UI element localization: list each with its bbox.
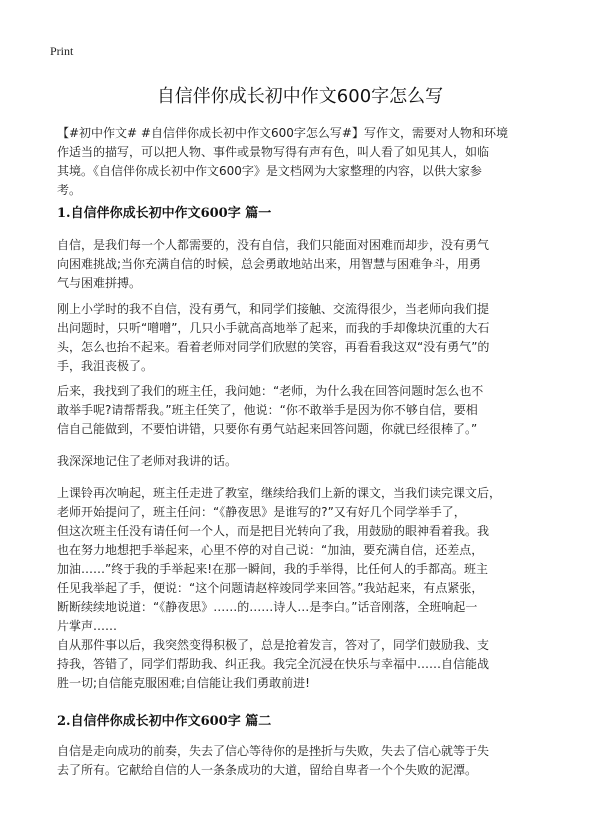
paragraph-line: 自从那件事以后，我突然变得积极了，总是抢着发言，答对了，同学们鼓励我、支 — [57, 638, 490, 652]
paragraph-line: 加油……”终于我的手举起来!在那一瞬间，我的手举得，比任何人的手都高。班主 — [57, 562, 489, 576]
page-title: 自信伴你成长初中作文600字怎么写 — [156, 86, 444, 107]
paragraph-line: 敢举手呢?请帮帮我。”班主任笑了，他说：“你不敢举手是因为你不够自信，要相 — [57, 403, 478, 417]
paragraph — [57, 236, 549, 293]
section-heading-1: 1.自信伴你成长初中作文600字 篇一 — [57, 206, 272, 221]
print-label[interactable]: Print — [50, 44, 74, 58]
paragraph-line: 断断续续地说道：“《静夜思》……的……诗人…是李白。”话音刚落，全班响起一 — [57, 600, 478, 614]
paragraph-line: 片掌声…… — [57, 619, 118, 633]
paragraph — [57, 452, 549, 471]
paragraph-line: 任见我举起了手，便说：“这个问题请赵梓竣同学来回答。”我站起来，有点紧张， — [57, 581, 484, 595]
paragraph-line: 胜一切;自信能克服困难;自信能让我们勇敢前进! — [57, 676, 310, 690]
paragraph — [57, 382, 549, 439]
paragraph-line: 也在努力地想把手举起来，心里不停的对自己说：“加油，要充满自信，还差点， — [57, 543, 484, 557]
intro-paragraph — [57, 124, 549, 200]
paragraph — [57, 300, 549, 376]
paragraph-line: 去了所有。它献给自信的人一条条成功的大道，留给自卑者一个个失败的泥潭。 — [57, 763, 478, 777]
paragraph-line: 自信，是我们每一个人都需要的，没有自信，我们只能面对困难而却步，没有勇气 — [57, 238, 490, 252]
paragraph-line: 但这次班主任没有请任何一个人，而是把目光转向了我，用鼓励的眼神看着我。我 — [57, 524, 490, 538]
paragraph-line: 头，怎么也抬不起来。看着老师对同学们欣慰的笑容，再看看我这双“没有勇气”的 — [57, 340, 490, 354]
paragraph-line: 向困难挑战;当你充满自信的时候，总会勇敢地站出来，用智慧与困难争斗，用勇 — [57, 257, 482, 271]
paragraph-line: 上课铃再次响起，班主任走进了教室，继续给我们上新的课文，当我们读完课文后， — [57, 486, 502, 500]
paragraph-line: 自信是走向成功的前奏，失去了信心等待你的是挫折与失败，失去了信心就等于失 — [57, 744, 490, 758]
paragraph-line: 手，我沮丧极了。 — [57, 359, 154, 373]
paragraph-line: 刚上小学时的我不自信，没有勇气，和同学们接触、交流得很少，当老师向我们提 — [57, 302, 490, 316]
paragraph — [57, 636, 549, 693]
section-heading-2: 2.自信伴你成长初中作文600字 篇二 — [57, 714, 272, 729]
paragraph-line: 信自己能做到，不要怕讲错，只要你有勇气站起来回答问题，你就已经很棒了。” — [57, 422, 478, 436]
paragraph — [57, 484, 549, 636]
paragraph-line: 后来，我找到了我们的班主任，我问她：“老师，为什么我在回答问题时怎么也不 — [57, 384, 484, 398]
intro-line: 【#初中作文# #自信伴你成长初中作文600字怎么写#】写作文，需要对人物和环境 — [57, 126, 508, 140]
paragraph-line: 老师开始提问了，班主任问：“《静夜思》是谁写的?”又有好几个同学举手了， — [57, 505, 466, 519]
paragraph-line: 出问题时，只听“噌噌”，几只小手就高高地举了起来，而我的手却像块沉重的大石 — [57, 321, 490, 335]
paragraph-line: 持我，答错了，同学们帮助我、纠正我。我完全沉浸在快乐与幸福中……自信能战 — [57, 657, 490, 671]
paragraph — [57, 742, 549, 780]
paragraph-line: 我深深地记住了老师对我讲的话。 — [57, 454, 238, 468]
intro-line: 考。 — [57, 183, 82, 197]
intro-line: 其境。《自信伴你成长初中作文600字》是文档网为大家整理的内容，以供大家参 — [57, 164, 482, 178]
paragraph-line: 气与困难拼搏。 — [57, 276, 142, 290]
intro-line: 作适当的描写，可以把人物、事件或景物写得有声有色，叫人看了如见其人，如临 — [57, 145, 490, 159]
